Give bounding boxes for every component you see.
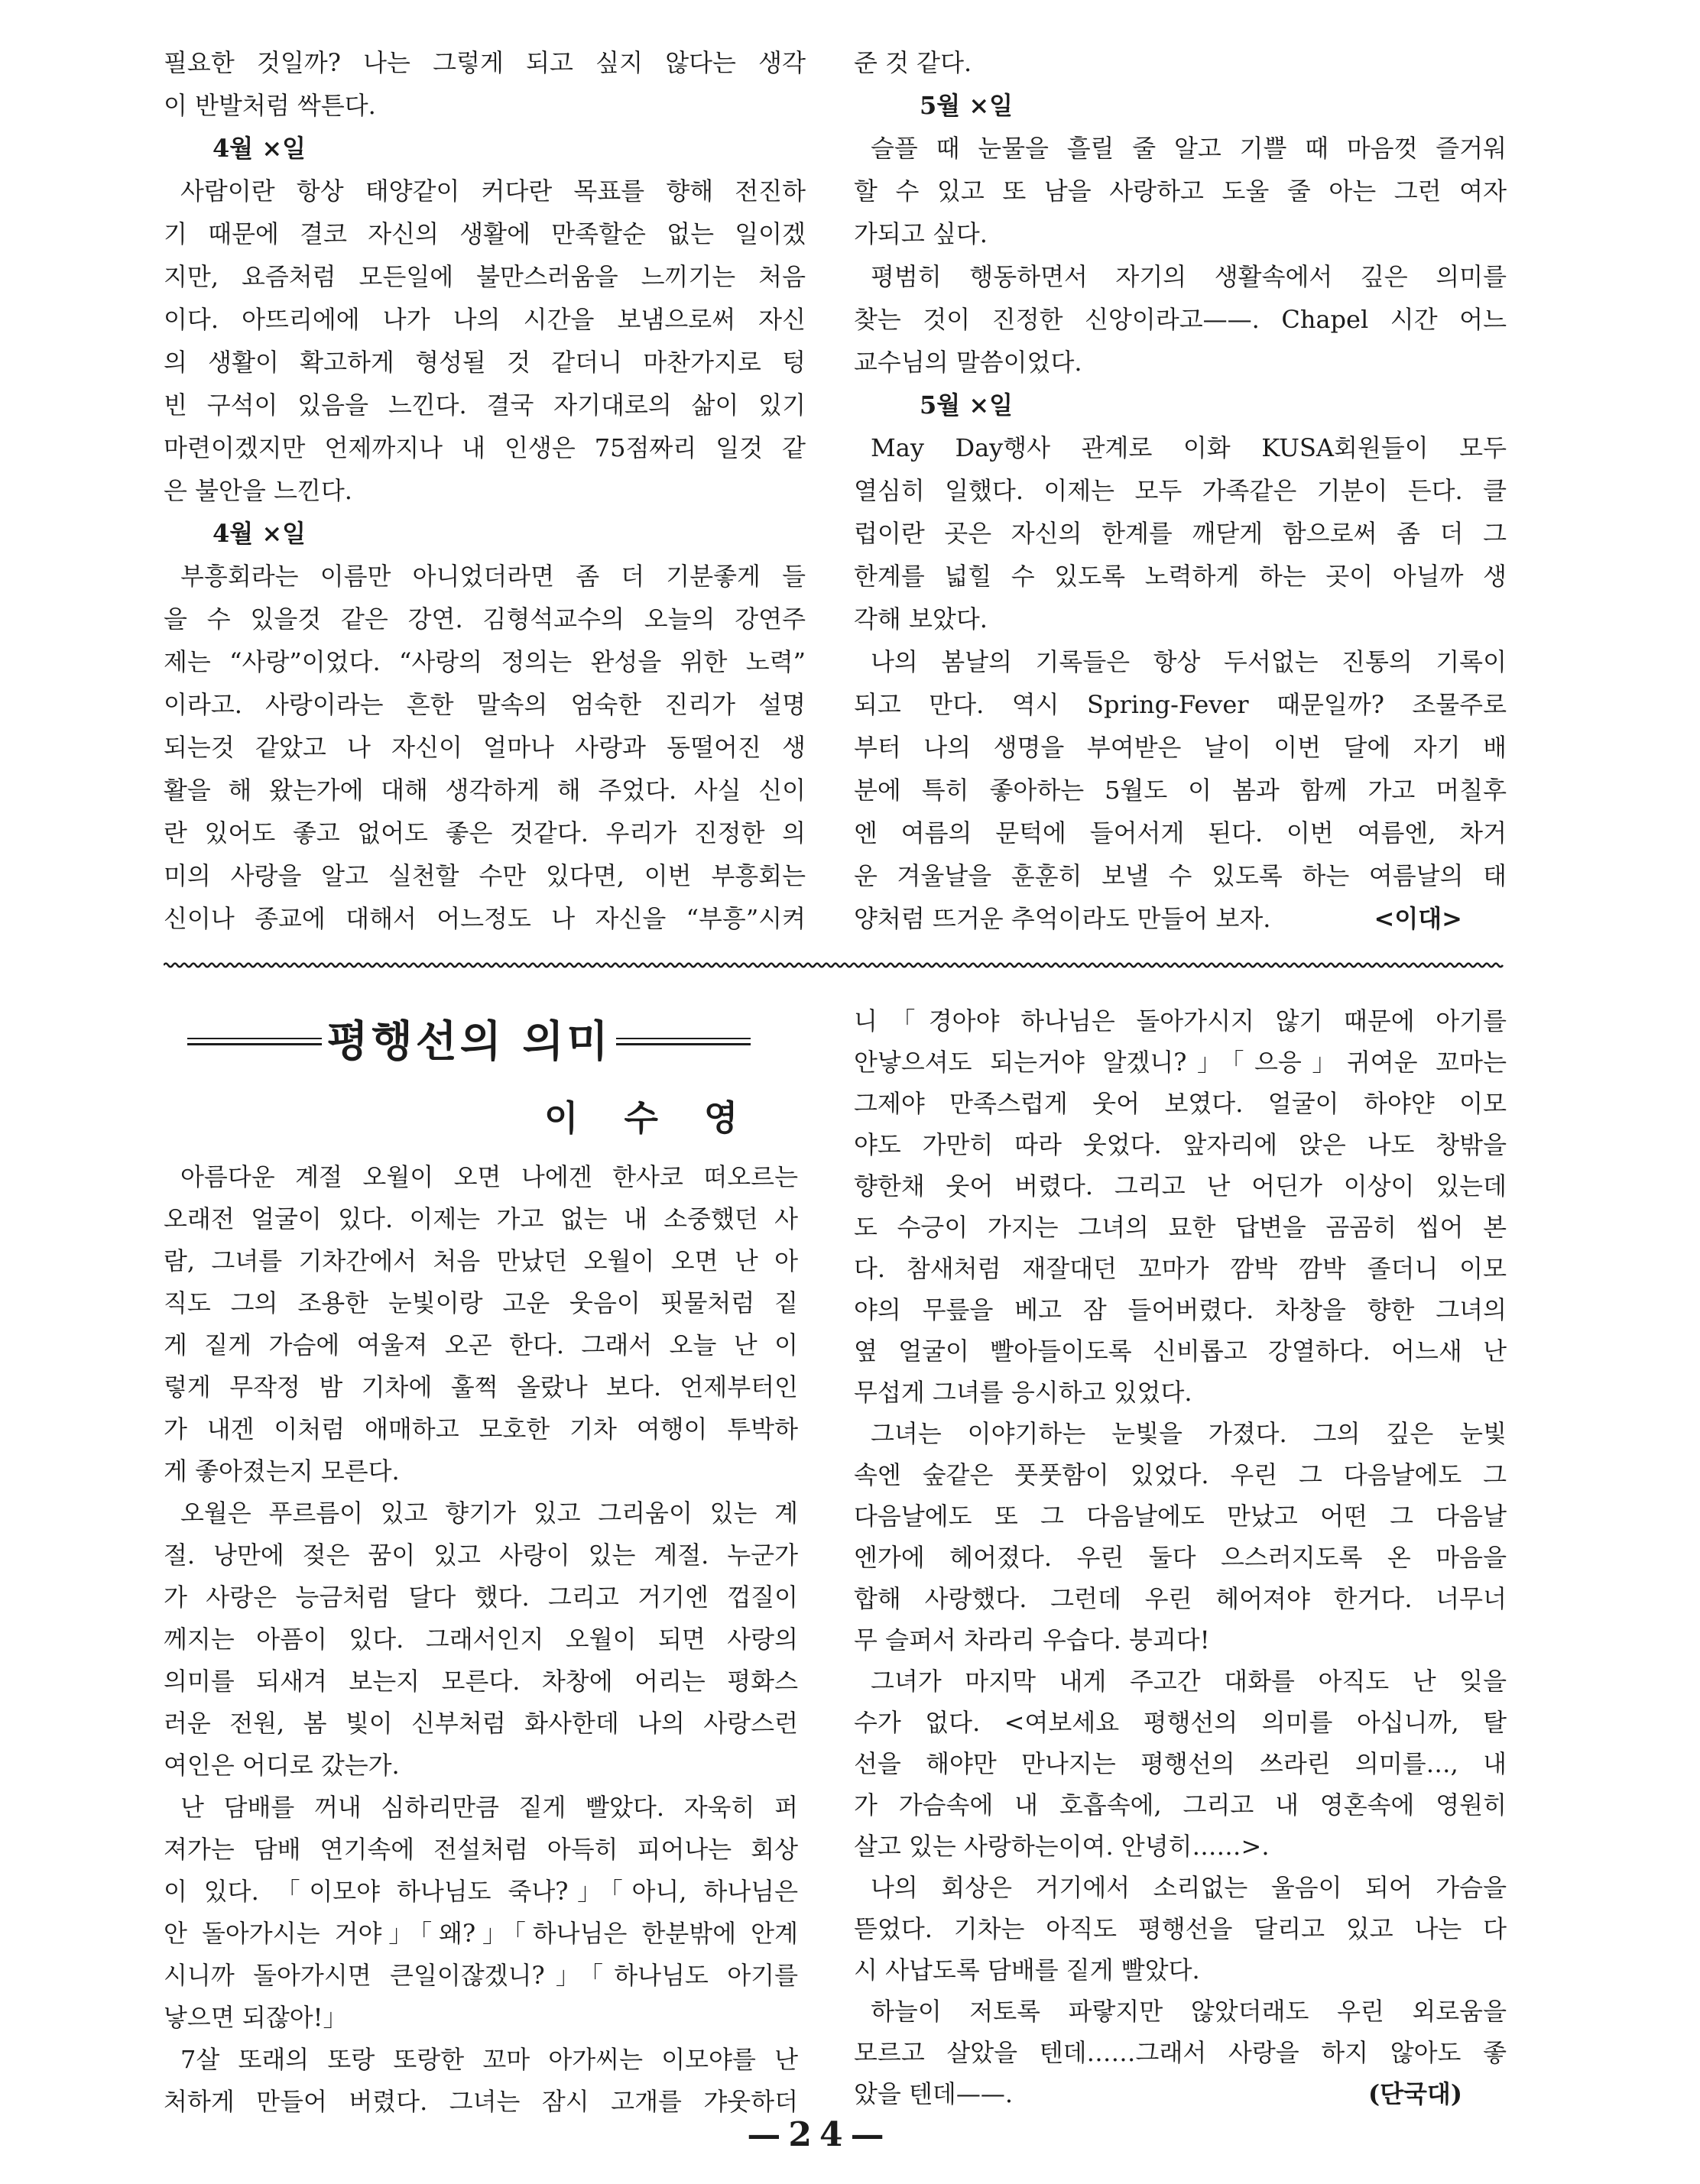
article-column-left — [164, 1156, 798, 2123]
text-line: 엔 여름의 문턱에 들어서게 된다. 이번 여름엔, 차거 — [854, 818, 1507, 847]
text-line — [854, 2073, 1507, 2114]
text-line: 다. 참새처럼 재잘대던 꼬마가 깜박 깜박 졸더니 이모 — [854, 1254, 1507, 1283]
text-line: 나의 봄날의 기록들은 항상 두서없는 진통의 기록이 — [871, 647, 1507, 676]
text-line: 운 겨울날을 훈훈히 보낼 수 있도록 하는 여름날의 태 — [854, 861, 1507, 890]
author-signoff: (단국대) — [1367, 2079, 1462, 2108]
text-line: 시 사납도록 담배를 짙게 빨았다. — [854, 1956, 1200, 1985]
text-line: 야도 가만히 따라 웃었다. 앞자리에 앉은 나도 창밖을 — [854, 1130, 1507, 1159]
paragraph — [854, 1413, 1507, 1661]
text-line: 께지는 아픔이 있다. 그래서인지 오월이 되면 사랑의 — [164, 1625, 798, 1654]
text-line: 가되고 싶다. — [854, 219, 988, 248]
text-line: 안 돌아가시는 거야」「왜?」「하나님은 한분밖에 안계 — [164, 1919, 798, 1948]
text-line: 신이나 종교에 대해서 어느정도 나 자신을 “부흥”시켜 — [164, 904, 806, 933]
text-line: 슬플 때 눈물을 흘릴 줄 알고 기쁠 때 마음껏 즐거워 — [871, 134, 1507, 163]
text-line: 선을 해야만 만나지는 평행선의 쓰라린 의미를…, 내 — [854, 1749, 1507, 1778]
paragraph — [164, 555, 806, 940]
paragraph — [164, 1492, 798, 1787]
wavy-divider — [164, 959, 1507, 971]
text-line: 나의 회상은 거기에서 소리없는 울음이 되어 가슴을 — [871, 1873, 1507, 1902]
text-line: 속엔 숲같은 풋풋함이 있었다. 우린 그 다음날에도 그 — [854, 1460, 1507, 1489]
article-title-row — [187, 1016, 751, 1067]
text-line: 향한채 웃어 버렸다. 그리고 난 어딘가 이상이 있는데 — [854, 1171, 1507, 1201]
text-line: 이 반발처럼 싹튼다. — [164, 91, 376, 120]
text-line: 이다. 아뜨리에에 나가 나의 시간을 보냄으로써 자신 — [164, 305, 806, 334]
text-line: 필요한 것일까? 나는 그렇게 되고 싶지 않다는 생각 — [164, 48, 806, 77]
text-line: 렇게 무작정 밤 기차에 훌쩍 올랐나 보다. 언제부터인 — [164, 1372, 798, 1401]
title-rule-left — [187, 1038, 322, 1045]
paragraph — [854, 1661, 1507, 1867]
paragraph — [164, 1787, 798, 2039]
text-line: 야의 무릎을 베고 잠 들어버렸다. 차창을 향한 그녀의 — [854, 1295, 1507, 1324]
text-line: 가 내겐 이처럼 애매하고 모호한 기차 여행이 투박하 — [164, 1414, 798, 1444]
paragraph — [164, 2039, 798, 2123]
text-line: 의미를 되새겨 보는지 모른다. 차창에 어리는 평화스 — [164, 1667, 798, 1696]
date-heading: 4월 ×일 — [212, 134, 307, 163]
text-line: 무 슬퍼서 차라리 우습다. 붕괴다! — [854, 1625, 1210, 1654]
text-line: 여인은 어디로 갔는가. — [164, 1751, 400, 1780]
paragraph — [854, 255, 1507, 384]
text-line: 아름다운 계절 오월이 오면 나에겐 한사코 떠오르는 — [180, 1162, 798, 1191]
text-line: 각해 보았다. — [854, 604, 988, 633]
text-line: 란 있어도 좋고 없어도 좋은 것같다. 우리가 진정한 의 — [164, 818, 806, 847]
text-line: 난 담배를 꺼내 심하리만큼 짙게 빨았다. 자욱히 퍼 — [180, 1793, 798, 1822]
text-line: 도 수긍이 가지는 그녀의 묘한 답변을 곰곰히 씹어 본 — [854, 1213, 1507, 1242]
text-line: May Day행사 관계로 이화 KUSA회원들이 모두 — [871, 433, 1507, 462]
paragraph — [854, 426, 1507, 640]
text-line: 엔가에 헤어졌다. 우린 둘다 으스러지도록 온 마음을 — [854, 1543, 1507, 1572]
paragraph — [854, 1000, 1507, 1413]
date-heading: 5월 ×일 — [920, 91, 1014, 120]
text-line: 가 가슴속에 내 호흡속에, 그리고 내 영혼속에 영원히 — [854, 1790, 1507, 1819]
text-line: 할 수 있고 또 남을 사랑하고 도울 줄 아는 그런 여자 — [854, 177, 1507, 206]
text-line: 안낳으셔도 되는거야 알겠니?」「으응」귀여운 꼬마는 — [854, 1048, 1507, 1077]
text-line: 오월은 푸르름이 있고 향기가 있고 그리움이 있는 계 — [180, 1499, 798, 1528]
text-line: 니「경아야 하나님은 돌아가시지 않기 때문에 아기를 — [854, 1006, 1507, 1035]
text-line: 빈 구석이 있음을 느낀다. 결국 자기대로의 삶이 있기 — [164, 390, 806, 420]
text-line: 살고 있는 사랑하는이여. 안녕히……>. — [854, 1832, 1270, 1861]
paragraph — [164, 41, 806, 127]
text-line: 분에 특히 좋아하는 5월도 이 봄과 함께 가고 머칠후 — [854, 776, 1507, 805]
article-title: 평행선의 의미 — [326, 1016, 612, 1067]
paragraph — [854, 127, 1507, 255]
text-line: 처하게 만들어 버렸다. 그녀는 잠시 고개를 갸웃하더 — [164, 2087, 798, 2116]
page-number: —24— — [747, 2115, 892, 2154]
diary-column-left — [164, 41, 806, 940]
text-line: 되고 만다. 역시 Spring-Fever 때문일까? 조물주로 — [854, 690, 1507, 719]
text-line: 수가 없다. <여보세요 평행선의 의미를 아십니까, 탈 — [854, 1708, 1507, 1737]
text-line: 을 수 있을것 같은 강연. 김형석교수의 오늘의 강연주 — [164, 604, 806, 633]
text-line — [854, 897, 1507, 940]
paragraph — [854, 1867, 1507, 1991]
text-line: 러운 전원, 봄 빛이 신부처럼 화사한데 나의 사랑스런 — [164, 1709, 798, 1738]
text-line: 찾는 것이 진정한 신앙이라고——. Chapel 시간 어느 — [854, 305, 1507, 334]
text-line: 합해 사랑했다. 그런데 우린 헤어져야 한거다. 너무너 — [854, 1584, 1507, 1613]
wavy-divider-line — [164, 964, 1503, 967]
author-name: 이 수 영 — [544, 1097, 755, 1139]
text-line: 기 때문에 결코 자신의 생활에 만족할순 없는 일이겠 — [164, 219, 806, 248]
paragraph — [164, 170, 806, 512]
diary-column-right — [854, 41, 1507, 940]
article-column-right — [854, 1000, 1507, 2114]
text-line: 게 좋아졌는지 모른다. — [164, 1457, 400, 1486]
text-line: 져가는 담배 연기속에 전설처럼 아득히 피어나는 회상 — [164, 1835, 798, 1864]
text-line: 게 짙게 가슴에 여울져 오곤 한다. 그래서 오늘 난 이 — [164, 1330, 798, 1359]
text-line: 낳으면 되잖아!」 — [164, 2003, 348, 2032]
paragraph — [854, 1991, 1507, 2114]
text-line: 직도 그의 조용한 눈빛이랑 고운 웃음이 핏물처럼 짙 — [164, 1288, 798, 1317]
text-line: 그제야 만족스럽게 웃어 보였다. 얼굴이 하야얀 이모 — [854, 1089, 1507, 1118]
text-line: 이 있다. 「이모야 하나님도 죽나?」「아니, 하나님은 — [164, 1877, 798, 1906]
text-line: 모르고 살았을 텐데……그래서 사랑을 하지 않아도 좋 — [854, 2038, 1507, 2067]
text-line: 가 사랑은 능금처럼 달다 했다. 그리고 거기엔 껍질이 — [164, 1583, 798, 1612]
text-line: 옆 얼굴이 빨아들이도록 신비롭고 강열하다. 어느새 난 — [854, 1337, 1507, 1366]
text-line: 럽이란 곳은 자신의 한계를 깨닫게 함으로써 좀 더 그 — [854, 519, 1507, 548]
text-line: 제는 “사랑”이었다. “사랑의 정의는 완성을 위한 노력” — [164, 647, 806, 676]
text-line: 이라고. 사랑이라는 흔한 말속의 엄숙한 진리가 설명 — [164, 690, 806, 719]
text-line: 다음날에도 또 그 다음날에도 만났고 어떤 그 다음날 — [854, 1502, 1507, 1531]
text-line-content: 았을 텐데——. — [854, 2079, 1013, 2108]
text-line: 미의 사랑을 알고 실천할 수만 있다면, 이번 부흥회는 — [164, 861, 806, 890]
text-line: 그녀는 이야기하는 눈빛을 가졌다. 그의 깊은 눈빛 — [871, 1419, 1507, 1448]
text-line: 부흥회라는 이름만 아니었더라면 좀 더 기분좋게 들 — [180, 562, 806, 591]
text-line: 부터 나의 생명을 부여받은 날이 이번 달에 자기 배 — [854, 733, 1507, 762]
text-line: 하늘이 저토록 파랗지만 않았더래도 우린 외로움을 — [871, 1997, 1507, 2026]
text-line: 활을 해 왔는가에 대해 생각하게 해 주었다. 사실 신이 — [164, 776, 806, 805]
text-line: 람, 그녀를 기차간에서 처음 만났던 오월이 오면 난 아 — [164, 1246, 798, 1275]
text-line-content: 양처럼 뜨거운 추억이라도 만들어 보자. — [854, 904, 1271, 933]
paragraph — [854, 640, 1507, 940]
text-line: 무섭게 그녀를 응시하고 있었다. — [854, 1378, 1192, 1407]
text-line: 열심히 일했다. 이제는 모두 가족같은 기분이 든다. 클 — [854, 476, 1507, 505]
text-line: 은 불안을 느낀다. — [164, 476, 352, 505]
paragraph — [854, 41, 1507, 84]
text-line: 되는것 같았고 나 자신이 얼마나 사랑과 동떨어진 생 — [164, 733, 806, 762]
date-heading: 5월 ×일 — [920, 390, 1014, 420]
text-line: 절. 낭만에 젖은 꿈이 있고 사랑이 있는 계절. 누군가 — [164, 1541, 798, 1570]
text-line: 의 생활이 확고하게 형성될 것 같더니 마찬가지로 텅 — [164, 348, 806, 377]
text-line: 7살 또래의 또랑 또랑한 꼬마 아가씨는 이모야를 난 — [180, 2045, 798, 2074]
text-line: 준 것 같다. — [854, 48, 972, 77]
text-line: 마련이겠지만 언제까지나 내 인생은 75점짜리 일것 같 — [164, 433, 806, 462]
text-line: 평범히 행동하면서 자기의 생활속에서 깊은 의미를 — [871, 262, 1507, 291]
text-line: 교수님의 말씀이었다. — [854, 348, 1082, 377]
text-line: 지만, 요즘처럼 모든일에 불만스러움을 느끼기는 처음 — [164, 262, 806, 291]
text-line: 시니까 돌아가시면 큰일이잖겠니?」「하나님도 아기를 — [164, 1961, 798, 1990]
text-line: 그녀가 마지막 내게 주고간 대화를 아직도 난 잊을 — [871, 1667, 1507, 1696]
author-signoff: <이대> — [1374, 904, 1462, 933]
text-line: 사람이란 항상 태양같이 커다란 목표를 향해 전진하 — [180, 177, 806, 206]
date-heading: 4월 ×일 — [212, 519, 307, 548]
text-line: 뜯었다. 기차는 아직도 평행선을 달리고 있고 나는 다 — [854, 1914, 1507, 1943]
paragraph — [164, 1156, 798, 1492]
text-line: 한계를 넓힐 수 있도록 노력하게 하는 곳이 아닐까 생 — [854, 562, 1507, 591]
title-rule-right — [616, 1038, 751, 1045]
text-line: 오래전 얼굴이 있다. 이제는 가고 없는 내 소중했던 사 — [164, 1204, 798, 1233]
